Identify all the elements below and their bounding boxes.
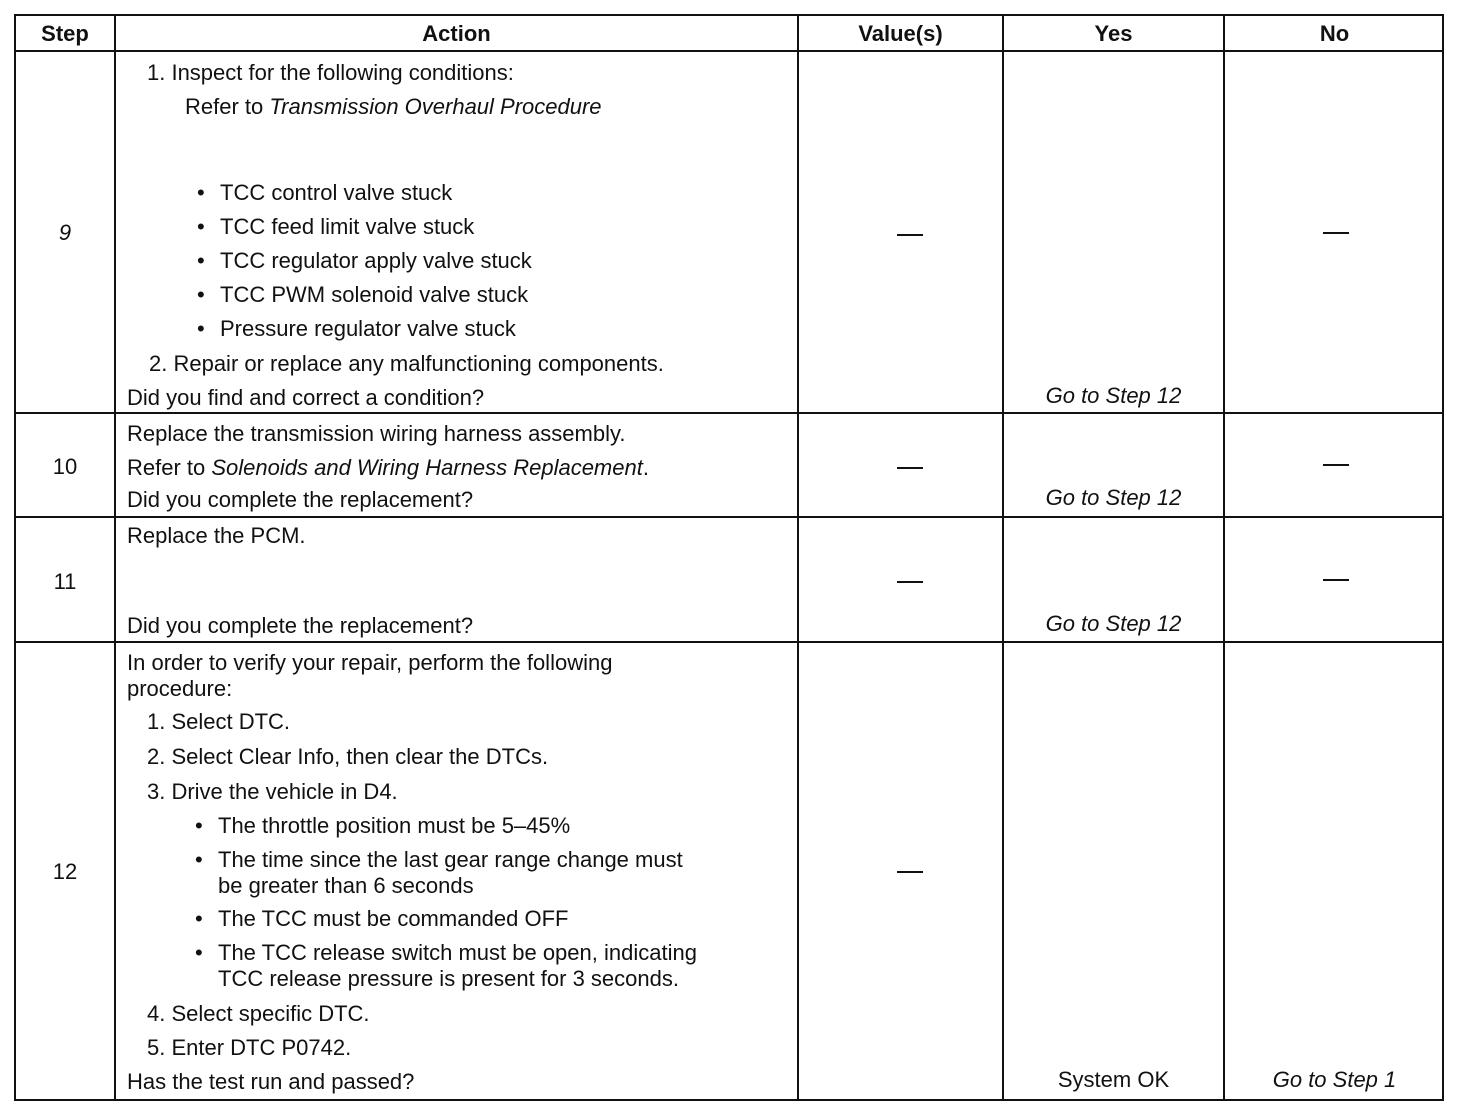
- row-divider: [16, 516, 1442, 518]
- action-step: 3. Drive the vehicle in D4.: [147, 779, 398, 804]
- yes-outcome: Go to Step 12: [1045, 611, 1182, 636]
- action-line: procedure:: [127, 676, 233, 701]
- bullet: •: [195, 906, 203, 931]
- yes-outcome: Go to Step 12: [1045, 383, 1182, 408]
- action-line: Replace the transmission wiring harness assembly.: [127, 421, 626, 446]
- action-bullet: TCC control valve stuck: [220, 180, 453, 205]
- yes-outcome: System OK: [1057, 1067, 1170, 1092]
- column-divider: [1223, 16, 1225, 1099]
- action-step: 1. Select DTC.: [147, 709, 291, 734]
- bullet: •: [195, 940, 203, 965]
- bullet: •: [195, 847, 203, 872]
- bullet: •: [197, 282, 205, 307]
- action-bullet-cont: TCC release pressure is present for 3 seconds.: [218, 966, 679, 991]
- action-step: 2. Select Clear Info, then clear the DTCs.: [147, 744, 549, 769]
- bullet: •: [197, 248, 205, 273]
- action-bullet: TCC PWM solenoid valve stuck: [220, 282, 529, 307]
- header-no: No: [1319, 21, 1350, 46]
- header-values: Value(s): [858, 21, 943, 46]
- action-line: Refer to Solenoids and Wiring Harness Replacement.: [127, 455, 649, 480]
- row-divider: [16, 412, 1442, 414]
- action-line: In order to verify your repair, perform the following: [127, 650, 613, 675]
- values-dash: [897, 871, 923, 873]
- action-line: Replace the PCM.: [127, 523, 306, 548]
- yes-outcome: Go to Step 12: [1045, 485, 1182, 510]
- action-line: 2. Repair or replace any malfunctioning components.: [149, 351, 664, 376]
- column-divider: [1002, 16, 1004, 1099]
- bullet: •: [195, 813, 203, 838]
- step-number: 12: [52, 859, 78, 884]
- action-step: 5. Enter DTC P0742.: [147, 1035, 352, 1060]
- header-yes: Yes: [1094, 21, 1133, 46]
- action-bullet: The TCC must be commanded OFF: [218, 906, 569, 931]
- no-outcome: Go to Step 1: [1272, 1067, 1397, 1092]
- no-dash: [1323, 464, 1349, 466]
- no-dash: [1323, 232, 1349, 234]
- step-number: 10: [52, 454, 78, 479]
- action-question: Did you complete the replacement?: [127, 487, 474, 512]
- procedure-reference: Solenoids and Wiring Harness Replacement: [211, 455, 643, 480]
- action-step: 4. Select specific DTC.: [147, 1001, 370, 1026]
- bullet: •: [197, 316, 205, 341]
- step-number: 11: [53, 569, 77, 594]
- action-line: 1. Inspect for the following conditions:: [147, 60, 514, 85]
- action-bullet: The throttle position must be 5–45%: [218, 813, 571, 838]
- action-bullet: Pressure regulator valve stuck: [220, 316, 516, 341]
- action-bullet: The TCC release switch must be open, indicating: [218, 940, 697, 965]
- values-dash: [897, 234, 923, 236]
- action-bullet: TCC feed limit valve stuck: [220, 214, 475, 239]
- column-divider: [797, 16, 799, 1099]
- header-step: Step: [41, 21, 89, 46]
- action-bullet-cont: be greater than 6 seconds: [218, 873, 474, 898]
- action-line: Refer to Transmission Overhaul Procedure: [185, 94, 602, 119]
- bullet: •: [197, 214, 205, 239]
- action-bullet: The time since the last gear range change must: [218, 847, 683, 872]
- column-divider: [114, 16, 116, 1099]
- values-dash: [897, 581, 923, 583]
- no-dash: [1323, 579, 1349, 581]
- action-question: Did you find and correct a condition?: [127, 385, 485, 410]
- bullet: •: [197, 180, 205, 205]
- action-question: Has the test run and passed?: [127, 1069, 415, 1094]
- step-number: 9: [58, 220, 72, 245]
- row-divider: [16, 641, 1442, 643]
- action-question: Did you complete the replacement?: [127, 613, 474, 638]
- action-bullet: TCC regulator apply valve stuck: [220, 248, 532, 273]
- values-dash: [897, 467, 923, 469]
- procedure-reference: Transmission Overhaul Procedure: [269, 94, 602, 119]
- diagnostic-table: [14, 14, 1444, 1101]
- header-action: Action: [422, 21, 491, 46]
